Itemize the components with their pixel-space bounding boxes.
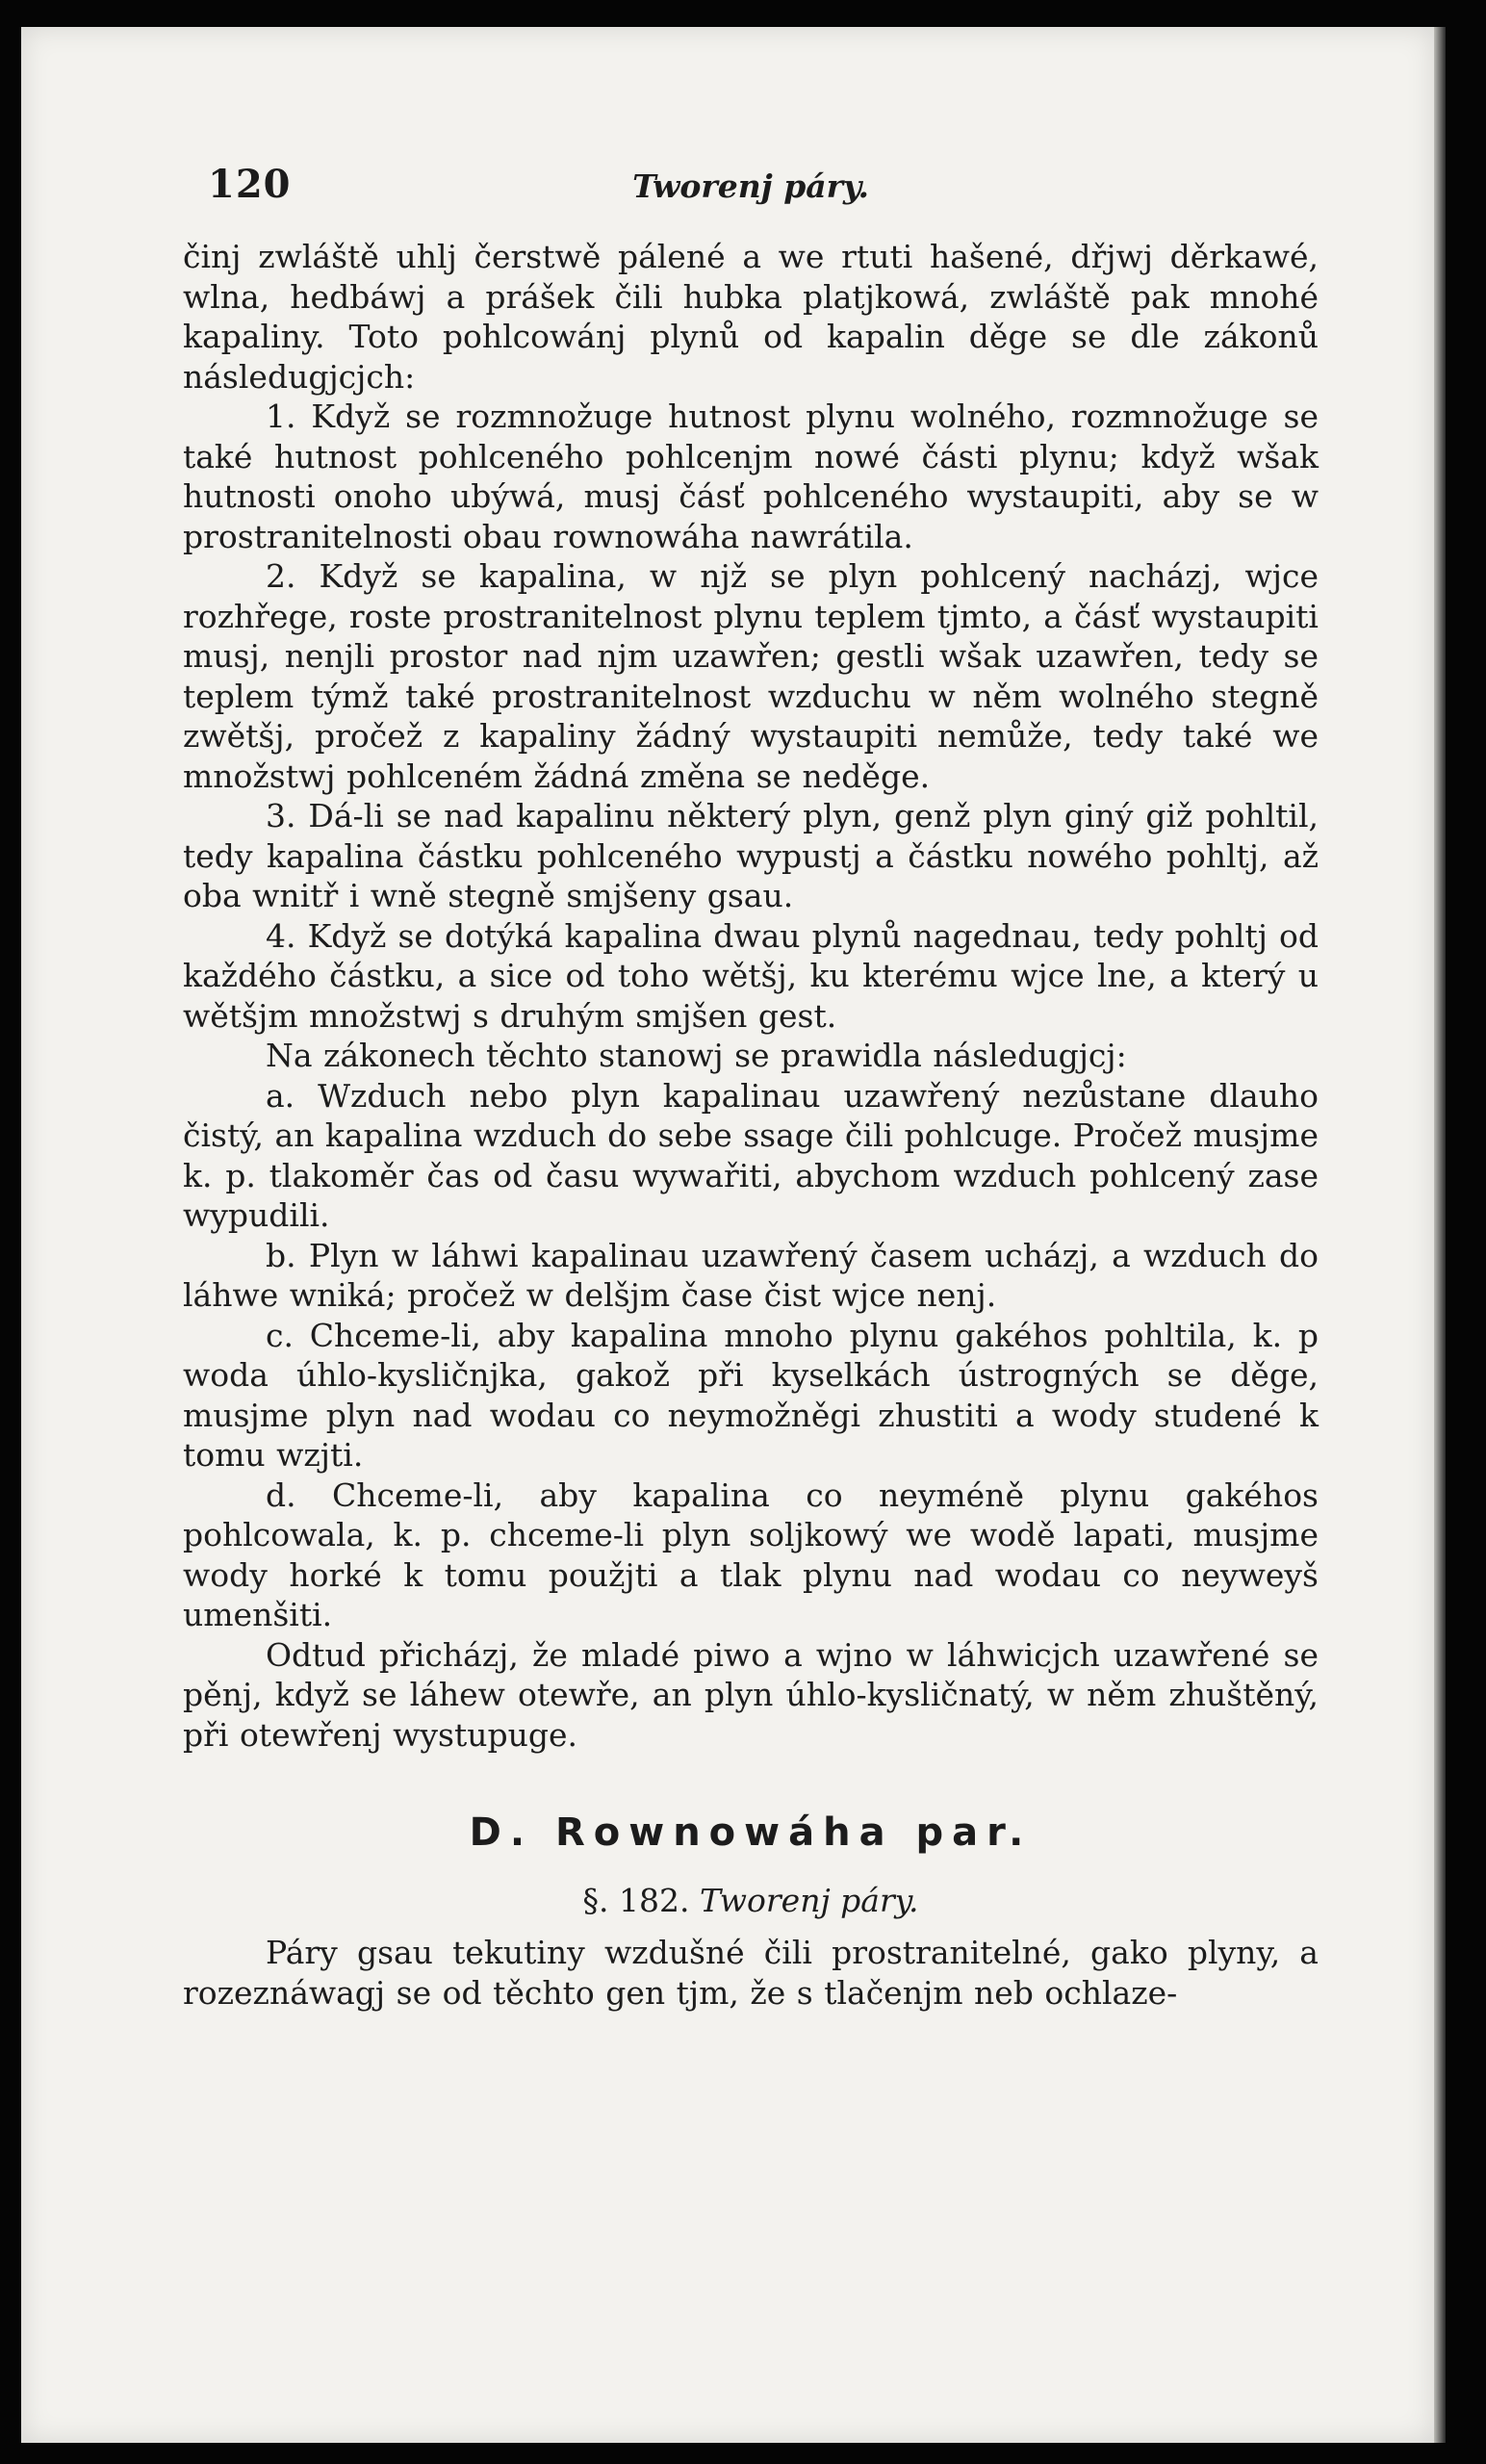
paragraph-rule-3: 3. Dá-li se nad kapalinu některý plyn, genž plyn giný giž pohltil, tedy kapalina částku pohlceného wypustj a částku nowého pohltj, až oba wnitř i wně stegně smjšeny gsau. [183, 797, 1319, 914]
running-head [183, 144, 1319, 221]
subheading-title: Tworenj páry. [699, 1882, 919, 1919]
section-subheading [183, 1882, 1319, 1919]
paragraph-continuation: činj zwláště uhlj čerstwě pálené a we rtuti hašené, dřjwj děrkawé, wlna, hedbáwj a prášek čili hubka platjkowá, zwláště pak mnohé kapaliny. Toto pohlcowánj plynů od kapalin děge se dle zákonů následugjcjch: [183, 238, 1319, 396]
section-body [183, 1933, 1319, 2013]
paragraph-intro-rules: Na zákonech těchto stanowj se prawidla následugjcj: [266, 1037, 1127, 1074]
paragraph-rule-1: 1. Když se rozmnožuge hutnost plynu wolného, rozmnožuge se také hutnost pohlceného pohlcenjm nowé části plynu; když wšak hutnosti onoho ubýwá, musj čásť pohlceného wystaupiti, aby se w prostranitelnosti obau rownowáha nawrátila. [183, 398, 1319, 555]
section-heading: D. Rownowáha par. [469, 1810, 1033, 1855]
page-number: 120 [208, 162, 292, 207]
page-edge [1434, 27, 1446, 2443]
running-title: Tworenj páry. [632, 167, 869, 205]
paragraph-conclusion: Odtud přicházj, že mladé piwo a wjno w láhwicjch uzawřené se pěnj, když se láhew otewře, an plyn úhlo-kysličnatý, w něm zhuštěný, při otewřenj wystupuge. [183, 1635, 1319, 1754]
subheading-number: §. 182. [582, 1882, 690, 1919]
paragraph-rule-2: 2. Když se kapalina, w njž se plyn pohlcený nacházj, wjce rozhřege, roste prostranitelnost plynu teplem tjmto, a čásť wystaupiti musj, nenjli prostor nad njm uzawřen; gestli wšak uzawřen, tedy se teplem týmž také prostranitelnost wzduchu w něm wolného stegně zwětšj, pročež z kapaliny žádný wystaupiti nemůže, tedy také we množstwj pohlceném žádná změna se neděge. [183, 557, 1319, 795]
paragraph-vapors: Páry gsau tekutiny wzdušné čili prostranitelné, gako plyny, a rozeznáwagj se od těchto gen tjm, že s tlačenjm neb ochlaze- [183, 1934, 1319, 2012]
body-text [183, 237, 1319, 1755]
paragraph-rule-c: c. Chceme-li, aby kapalina mnoho plynu gakéhos pohltila, k. p woda úhlo-kysličnjka, gakož při kyselkách ústrogných se děge, musjme plyn nad wodau co neymožněgi zhustiti a wody studené k tomu wzjti. [183, 1316, 1319, 1474]
paragraph-rule-a: a. Wzduch nebo plyn kapalinau uzawřený nezůstane dlauho čistý, an kapalina wzduch do sebe ssage čili pohlcuge. Pročež musjme k. p. tlakoměr čas od času wywařiti, abychom wzduch pohlcený zase wypudili. [183, 1076, 1319, 1234]
paragraph-rule-b: b. Plyn w láhwi kapalinau uzawřený časem ucházj, a wzduch do láhwe wniká; pročež w delšjm čase čist wjce nenj. [183, 1236, 1319, 1314]
paragraph-rule-4: 4. Když se dotýká kapalina dwau plynů nagednau, tedy pohltj od každého částku, a sice od toho wětšj, ku kterému wjce lne, a který u wětšjm množstwj s druhým smjšen gest. [183, 916, 1319, 1035]
paragraph-rule-d: d. Chceme-li, aby kapalina co neyméně plynu gakéhos pohlcowala, k. p. chceme-li plyn soljkowý we wodě lapati, musjme wody horké k tomu použjti a tlak plynu nad wodau co neyweyš umenšiti. [183, 1476, 1319, 1633]
text-block [183, 144, 1319, 2013]
